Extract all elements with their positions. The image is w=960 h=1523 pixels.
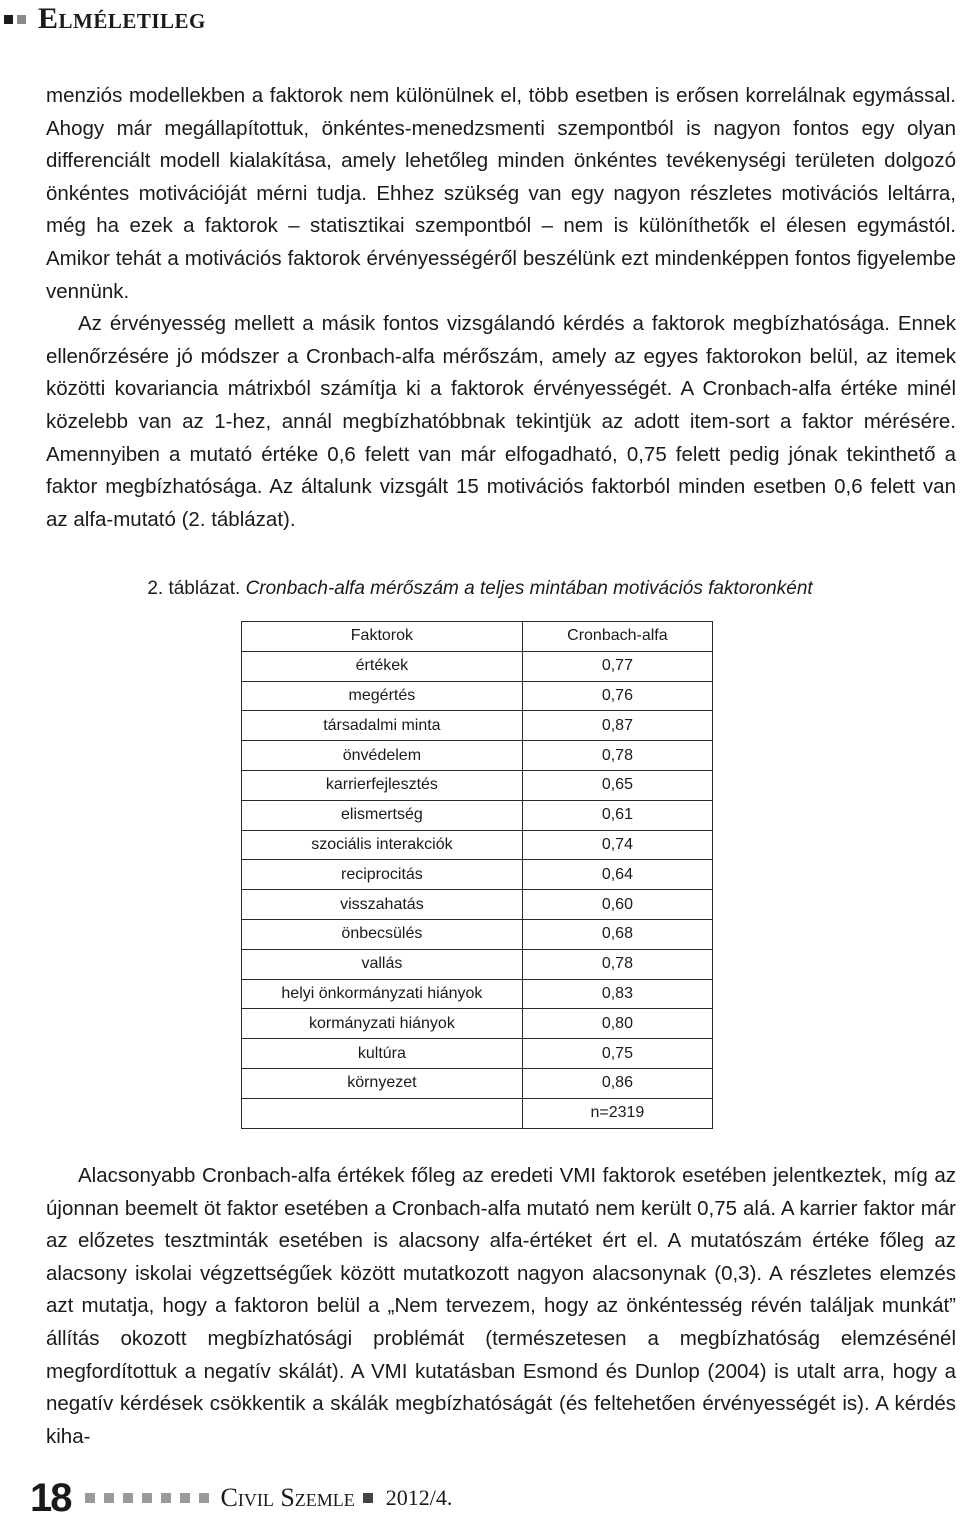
table-footer-row — [242, 1098, 713, 1128]
table-caption-number: 2. táblázat. — [147, 578, 241, 599]
alpha-cell: 0,87 — [522, 711, 712, 741]
factor-cell: környezet — [242, 1068, 523, 1098]
body-text-bottom — [46, 1160, 956, 1453]
table-caption — [0, 573, 960, 605]
alpha-cell: 0,80 — [522, 1009, 712, 1039]
alpha-cell: 0,77 — [522, 651, 712, 681]
header-square-icon — [4, 15, 13, 24]
table-row — [242, 890, 713, 920]
alpha-cell: 0,68 — [522, 919, 712, 949]
factor-cell: elismertség — [242, 800, 523, 830]
alpha-cell: 0,86 — [522, 1068, 712, 1098]
alpha-cell: 0,78 — [522, 949, 712, 979]
column-header-alpha: Cronbach-alfa — [522, 622, 712, 652]
alpha-cell: 0,60 — [522, 890, 712, 920]
table-header-row — [242, 622, 713, 652]
section-header — [4, 4, 206, 34]
table-row — [242, 741, 713, 771]
footer-square-icon — [123, 1493, 133, 1503]
factor-cell: társadalmi minta — [242, 711, 523, 741]
table-row — [242, 1068, 713, 1098]
table-row — [242, 1009, 713, 1039]
table-caption-text: Cronbach-alfa mérőszám a teljes mintában motivációs faktoronként — [245, 578, 813, 599]
table-row — [242, 651, 713, 681]
alpha-cell: 0,76 — [522, 681, 712, 711]
table-row — [242, 919, 713, 949]
column-header-factor: Faktorok — [242, 622, 523, 652]
factor-cell: kultúra — [242, 1039, 523, 1069]
empty-cell — [242, 1098, 523, 1128]
issue-number: 2012/4. — [385, 1485, 453, 1510]
footer-square-icon — [85, 1493, 95, 1503]
footer-square-icon — [161, 1493, 171, 1503]
section-title: Elméletileg — [38, 2, 206, 35]
factor-cell: önbecsülés — [242, 919, 523, 949]
footer-square-icon — [180, 1493, 190, 1503]
table-row — [242, 681, 713, 711]
table-row — [242, 1039, 713, 1069]
table-row — [242, 770, 713, 800]
table-row — [242, 800, 713, 830]
page-number: 18 — [30, 1476, 71, 1520]
footer-square-icon — [142, 1493, 152, 1503]
alpha-cell: 0,61 — [522, 800, 712, 830]
factor-cell: vallás — [242, 949, 523, 979]
paragraph: Alacsonyabb Cronbach-alfa értékek főleg az eredeti VMI faktorok esetében jelentkeztek, míg az újonnan beemelt öt faktor esetében a Cronbach-alfa mutató nem került 0,75 alá. A karrier faktor már az előzetes tesztminták esetében is alacsony alfa-értéket ért el. A mutatószám értéke főleg az alacsony iskolai végzettségűek között mutatkozott nagyon alacsonynak (0,3). A részletes elemzés azt mutatja, hogy a faktoron belül a „Nem tervezem, hogy az önkéntesség révén találjak munkát” állítás okozott megbízhatósági problémát (természetesen a megbízhatóság elemzésénél megfordítottuk a negatív skálát). A VMI kutatásban Esmond és Dunlop (2004) is utalt arra, hogy a negatív kérdések csökkentik a skálák megbízhatóságát (és feltehetően érvényességét is). A kérdés kiha- — [46, 1164, 956, 1448]
table-row — [242, 860, 713, 890]
alpha-cell: 0,65 — [522, 770, 712, 800]
alpha-cell: 0,83 — [522, 979, 712, 1009]
alpha-cell: 0,78 — [522, 741, 712, 771]
factor-cell: önvédelem — [242, 741, 523, 771]
alpha-cell: 0,74 — [522, 830, 712, 860]
cronbach-alpha-table — [241, 621, 713, 1129]
factor-cell: megértés — [242, 681, 523, 711]
page-footer — [30, 1473, 452, 1523]
paragraph: Az érvényesség mellett a másik fontos vizsgálandó kérdés a faktorok megbízhatósága. Ennek ellenőrzésére jó módszer a Cronbach-alfa mérőszám, amely az egyes faktorokon belül, az itemek közötti kovariancia mátrixból számítja ki a faktorok érvényességét. A Cronbach-alfa értéke minél közelebb van az 1-hez, annál megbízhatóbbnak tekintjük az adott item-sort a faktor mérésére. Amennyiben a mutató értéke 0,6 felett van már elfogadható, 0,75 felett pedig jónak tekinthető a faktor megbízhatósága. Az általunk vizsgált 15 motivációs faktorból minden esetben 0,6 felett van az alfa-mutató (2. táblázat). — [46, 312, 956, 531]
header-square-icon — [17, 15, 26, 24]
table-row — [242, 949, 713, 979]
body-text-top — [46, 80, 956, 536]
paragraph: menziós modellekben a faktorok nem különülnek el, több esetben is erősen korrelálnak egymással. Ahogy már megállapítottuk, önkéntes-menedzsmenti szempontból is nagyon fontos egy olyan differenciált modell kialakítása, amely lehetőleg minden önkéntes tevékenységi területen dolgozó önkéntes motivációját mérni tudja. Ehhez szükség van egy nagyon részletes motivációs leltárra, még ha ezek a faktorok – statisztikai szempontból – nem is különíthetők el élesen egymástól. Amikor tehát a motivációs faktorok érvényességéről beszélünk ezt mindenképpen fontos figyelembe vennünk. — [46, 84, 956, 303]
factor-cell: szociális interakciók — [242, 830, 523, 860]
factor-cell: visszahatás — [242, 890, 523, 920]
factor-cell: kormányzati hiányok — [242, 1009, 523, 1039]
table-row — [242, 979, 713, 1009]
footer-square-icon — [104, 1493, 114, 1503]
factor-cell: karrierfejlesztés — [242, 770, 523, 800]
factor-cell: értékek — [242, 651, 523, 681]
table-row — [242, 830, 713, 860]
alpha-cell: 0,64 — [522, 860, 712, 890]
sample-size-cell: n=2319 — [522, 1098, 712, 1128]
footer-square-icon — [199, 1493, 209, 1503]
factor-cell: helyi önkormányzati hiányok — [242, 979, 523, 1009]
table-row — [242, 711, 713, 741]
footer-square-icon — [363, 1493, 373, 1503]
factor-cell: reciprocitás — [242, 860, 523, 890]
journal-name: Civil Szemle — [220, 1483, 355, 1512]
alpha-cell: 0,75 — [522, 1039, 712, 1069]
